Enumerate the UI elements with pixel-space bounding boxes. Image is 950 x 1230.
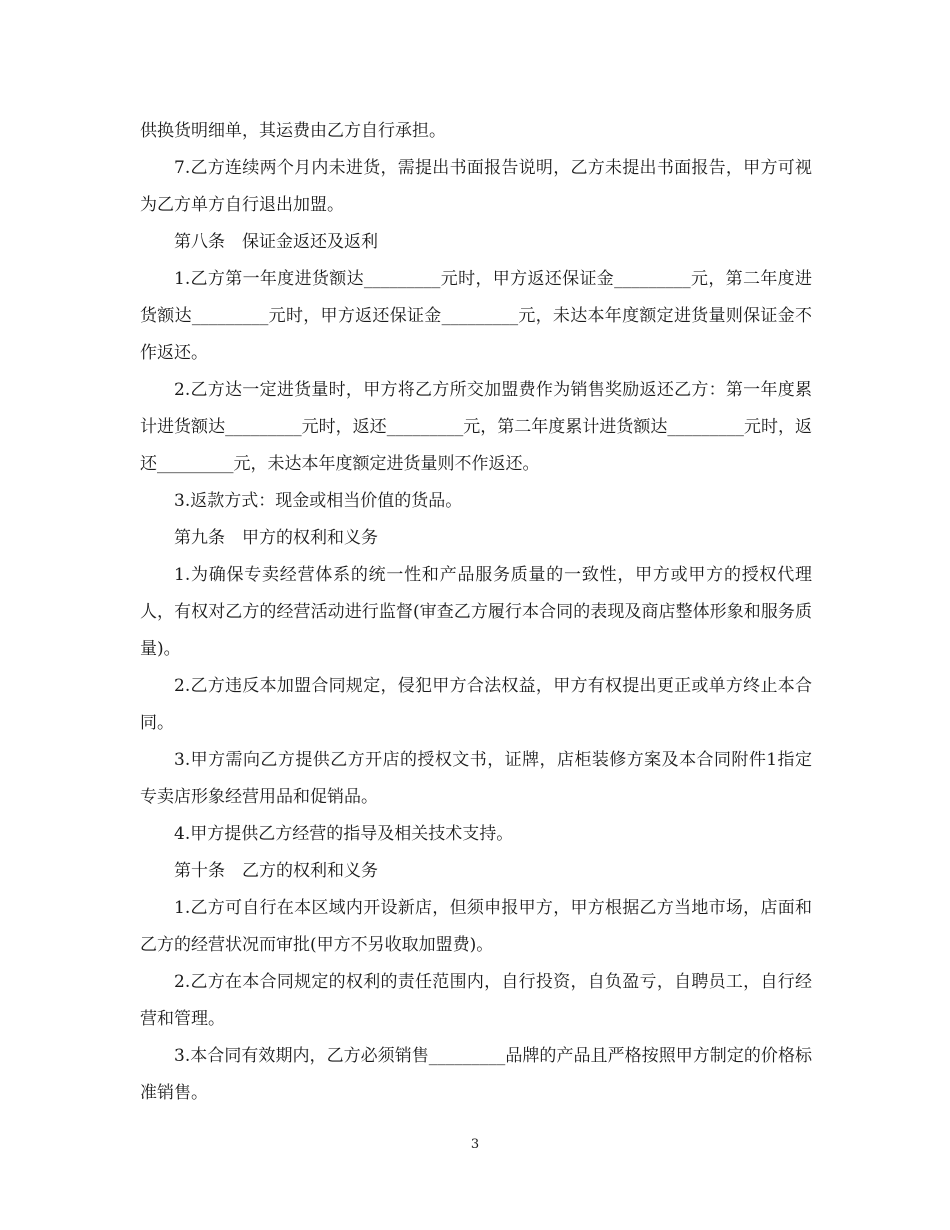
article-8-heading: 第八条 保证金返还及返利: [174, 232, 378, 252]
clause-9-4: 4.甲方提供乙方经营的指导及相关技术支持。: [174, 824, 514, 844]
contract-text: [140, 113, 812, 1112]
paragraph-continuation: 供换货明细单，其运费由乙方自行承担。: [140, 121, 446, 141]
article-10-heading: 第十条 乙方的权利和义务: [174, 861, 378, 881]
clause-9-1: 1.为确保专卖经营体系的统一性和产品服务质量的一致性，甲方或甲方的授权代理人，有权对乙方的经营活动进行监督(审查乙方履行本合同的表现及商店整体形象和服务质量)。: [140, 565, 812, 659]
clause-7-7: 7.乙方连续两个月内未进货，需提出书面报告说明，乙方未提出书面报告，甲方可视为乙方单方自行退出加盟。: [140, 158, 812, 215]
clause-10-3: 3.本合同有效期内，乙方必须销售_________品牌的产品且严格按照甲方制定的价格标准销售。: [140, 1046, 812, 1103]
article-9-heading: 第九条 甲方的权利和义务: [174, 528, 378, 548]
clause-8-1: 1.乙方第一年度进货额达_________元时，甲方返还保证金_________元，第二年度进货额达_________元时，甲方返还保证金_________元，未达本年度额定进货量则保证金不作返还。: [140, 269, 812, 363]
clause-9-2: 2.乙方违反本加盟合同规定，侵犯甲方合法权益，甲方有权提出更正或单方终止本合同。: [140, 676, 812, 733]
clause-8-3: 3.返款方式：现金或相当价值的货品。: [174, 491, 463, 511]
clause-10-1: 1.乙方可自行在本区域内开设新店，但须申报甲方，甲方根据乙方当地市场，店面和乙方的经营状况而审批(甲方不另收取加盟费)。: [140, 898, 812, 955]
clause-8-2: 2.乙方达一定进货量时，甲方将乙方所交加盟费作为销售奖励返还乙方：第一年度累计进货额达_________元时，返还_________元，第二年度累计进货额达_________元时，返还_________元，未达本年度额定进货量则不作返还。: [140, 380, 812, 474]
clause-9-3: 3.甲方需向乙方提供乙方开店的授权文书，证牌，店柜装修方案及本合同附件1指定专卖店形象经营用品和促销品。: [140, 750, 812, 807]
clause-10-2: 2.乙方在本合同规定的权利的责任范围内，自行投资，自负盈亏，自聘员工，自行经营和管理。: [140, 972, 812, 1029]
page-number: 3: [470, 1137, 480, 1152]
